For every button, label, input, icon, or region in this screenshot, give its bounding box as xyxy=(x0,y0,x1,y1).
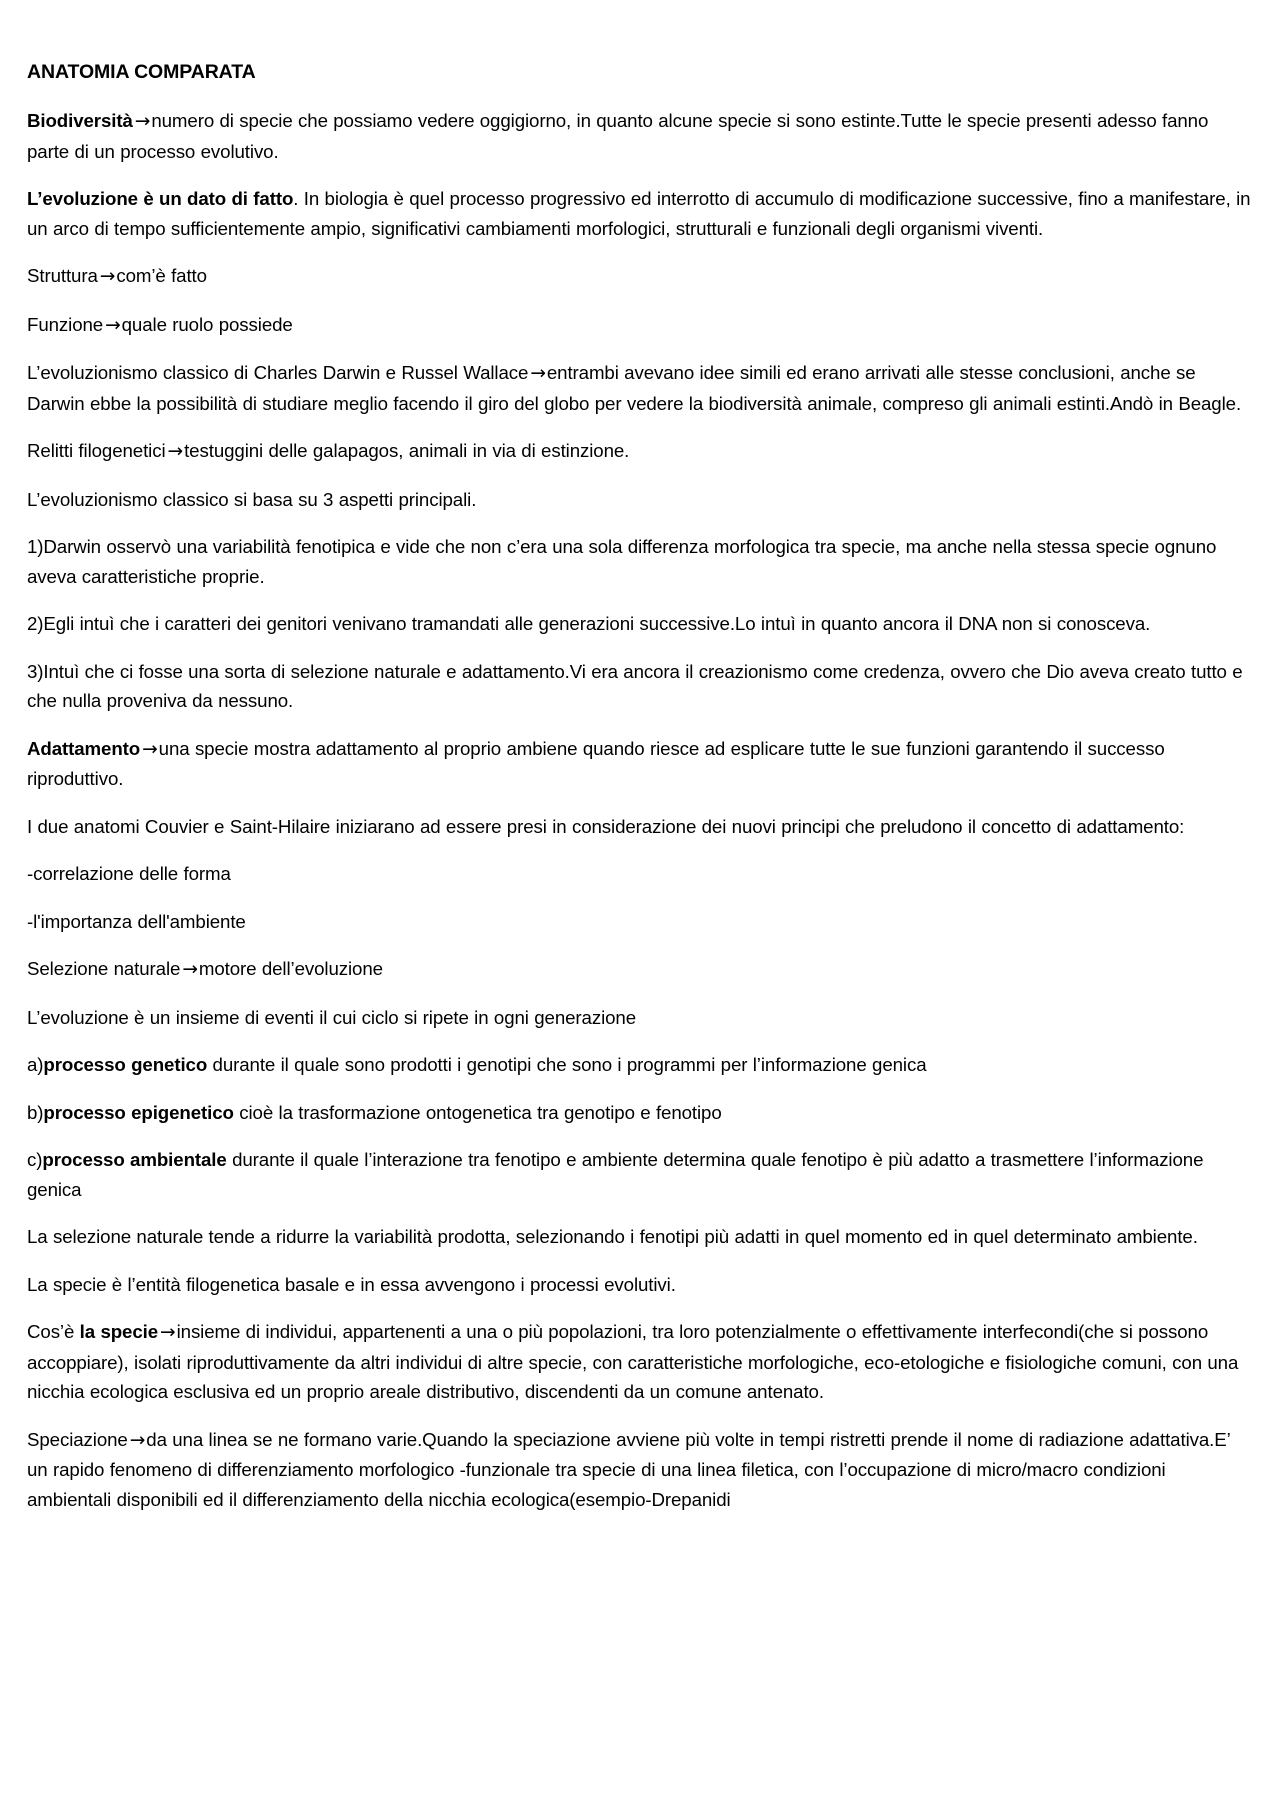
right-arrow-glyph: → xyxy=(142,738,158,760)
bold-text-run: processo epigenetico xyxy=(43,1101,234,1123)
paragraph xyxy=(27,1050,1251,1080)
text-run: quale ruolo possiede xyxy=(121,313,293,335)
paragraph xyxy=(27,1098,1251,1128)
right-arrow-glyph: → xyxy=(129,1429,146,1451)
paragraph xyxy=(27,532,1251,591)
text-run: 2)Egli intuì che i caratteri dei genitori venivano tramandati alle generazioni successive.Lo intuì in quanto ancora il DNA non si conosceva. xyxy=(27,613,1151,634)
paragraph xyxy=(27,436,1251,467)
paragraph xyxy=(27,310,1251,341)
text-run: -correlazione delle forma xyxy=(27,863,231,884)
bold-text-run: Biodiversità xyxy=(27,110,133,131)
text-run: 3)Intuì che ci fosse una sorta di selezione naturale e adattamento.Vi era ancora il creazionismo come credenza, ovvero che Dio aveva creato tutto e che nulla proveniva da nessuno. xyxy=(27,660,1243,711)
text-run: Funzione xyxy=(27,313,104,335)
text-run: Selezione naturale xyxy=(27,958,181,979)
text-run: motore dell’evoluzione xyxy=(198,958,383,979)
right-arrow-glyph: → xyxy=(530,363,546,384)
right-arrow-glyph: → xyxy=(134,111,151,132)
right-arrow-glyph: → xyxy=(182,959,198,980)
paragraph xyxy=(27,954,1251,985)
text-run: durante il quale l’interazione tra fenotipo e ambiente determina quale fenotipo è più adatto a trasmettere l’informazione genica xyxy=(27,1149,1204,1200)
text-run: L’evoluzionismo classico si basa su 3 aspetti principali. xyxy=(27,488,477,510)
paragraph xyxy=(27,734,1251,794)
document-body xyxy=(27,106,1251,1514)
paragraph xyxy=(27,859,1251,889)
text-run: Relitti filogenetici xyxy=(27,440,166,461)
right-arrow-glyph: → xyxy=(105,314,121,336)
text-run: La specie è l’entità filogenetica basale e in essa avvengono i processi evolutivi. xyxy=(27,1273,676,1295)
text-run: testuggini delle galapagos, animali in via di estinzione. xyxy=(184,440,630,461)
paragraph xyxy=(27,1317,1251,1407)
right-arrow-glyph: → xyxy=(167,441,184,462)
paragraph xyxy=(27,1425,1251,1515)
text-run: cioè la trasformazione ontogenetica tra genotipo e fenotipo xyxy=(233,1101,722,1123)
paragraph xyxy=(27,184,1251,243)
paragraph xyxy=(27,1003,1251,1033)
bold-text-run: processo genetico xyxy=(43,1054,208,1075)
paragraph xyxy=(27,907,1251,937)
text-run: da una linea se ne formano varie.Quando la speciazione avviene più volte in tempi ristretti prende il nome di radiazione adattativa.E’ un rapido fenomeno di differenziamento morfologico -funzionale tra specie di una linea filetica, con l’occupazione di micro/macro condizioni ambientali disponibili ed il differenziamento della nicchia ecologica(esempio-Drepanidi xyxy=(27,1428,1230,1510)
text-run: -l'importanza dell'ambiente xyxy=(27,910,246,932)
text-run: L’evoluzione è un insieme di eventi il cui ciclo si ripete in ogni generazione xyxy=(27,1006,637,1028)
text-run: Cos’è xyxy=(27,1321,80,1342)
paragraph xyxy=(27,261,1251,292)
paragraph xyxy=(27,485,1251,515)
text-run: . In biologia è quel processo progressivo ed interrotto di accumulo di modificazione successive, fino a manifestare, in un arco di tempo sufficientemente ampio, significativi cambiamenti morfologici, strutturali e funzionali degli organismi viventi. xyxy=(27,188,1251,239)
text-run: Speciazione xyxy=(27,1428,128,1450)
text-run: entrambi avevano idee simili ed erano arrivati alle stesse conclusioni, anche se Darwin ebbe la possibilità di studiare meglio facendo il giro del globo per vedere la biodiversità animale, compreso gli animali estinti.Andò in Beagle. xyxy=(27,362,1242,414)
text-run: 1)Darwin osservò una variabilità fenotipica e vide che non c’era una sola differenza morfologica tra specie, ma anche nella stessa specie ognuno aveva caratteristiche proprie. xyxy=(27,536,1217,587)
text-run: una specie mostra adattamento al proprio ambiene quando riesce ad esplicare tutte le sue funzioni garantendo il successo riproduttivo. xyxy=(27,737,1165,789)
bold-text-run: processo ambientale xyxy=(42,1149,227,1170)
text-run: b) xyxy=(27,1101,44,1123)
text-run: com’è fatto xyxy=(116,265,207,286)
bold-text-run: L’evoluzione è un dato di fatto xyxy=(27,188,294,209)
paragraph xyxy=(27,609,1251,639)
right-arrow-glyph: → xyxy=(160,1322,176,1343)
text-run: L’evoluzionismo classico di Charles Darwin e Russel Wallace xyxy=(27,362,529,383)
right-arrow-glyph: → xyxy=(99,266,116,287)
paragraph xyxy=(27,358,1251,418)
paragraph xyxy=(27,1270,1251,1300)
text-run: numero di specie che possiamo vedere oggigiorno, in quanto alcune specie si sono estinte.Tutte le specie presenti adesso fanno parte di un processo evolutivo. xyxy=(27,110,1209,162)
text-run: insieme di individui, appartenenti a una o più popolazioni, tra loro potenzialmente o effettivamente interfecondi(che si possono accoppiare), isolati riproduttivamente da altri individui di altre specie, con caratteristiche morfologiche, eco-etologiche e fisiologiche comuni, con una nicchia ecologica esclusiva ed un proprio areale distributivo, discendenti da un comune antenato. xyxy=(27,1321,1239,1402)
paragraph xyxy=(27,657,1251,716)
document-title: ANATOMIA COMPARATA xyxy=(27,61,256,83)
paragraph xyxy=(27,1145,1251,1204)
paragraph xyxy=(27,1222,1251,1252)
text-run: c) xyxy=(27,1149,43,1170)
paragraph xyxy=(27,812,1251,842)
text-run: Struttura xyxy=(27,265,98,286)
text-run: La selezione naturale tende a ridurre la variabilità prodotta, selezionando i fenotipi più adatti in quel momento ed in quel determinato ambiente. xyxy=(27,1226,1198,1247)
text-run: durante il quale sono prodotti i genotipi che sono i programmi per l’informazione genica xyxy=(207,1054,927,1075)
text-run: I due anatomi Couvier e Saint-Hilaire iniziarano ad essere presi in considerazione dei nuovi principi che preludono il concetto di adattamento: xyxy=(27,815,1185,837)
bold-text-run: la specie xyxy=(79,1321,159,1342)
text-run: a) xyxy=(27,1054,44,1075)
bold-text-run: Adattamento xyxy=(27,737,141,759)
paragraph xyxy=(27,106,1251,166)
